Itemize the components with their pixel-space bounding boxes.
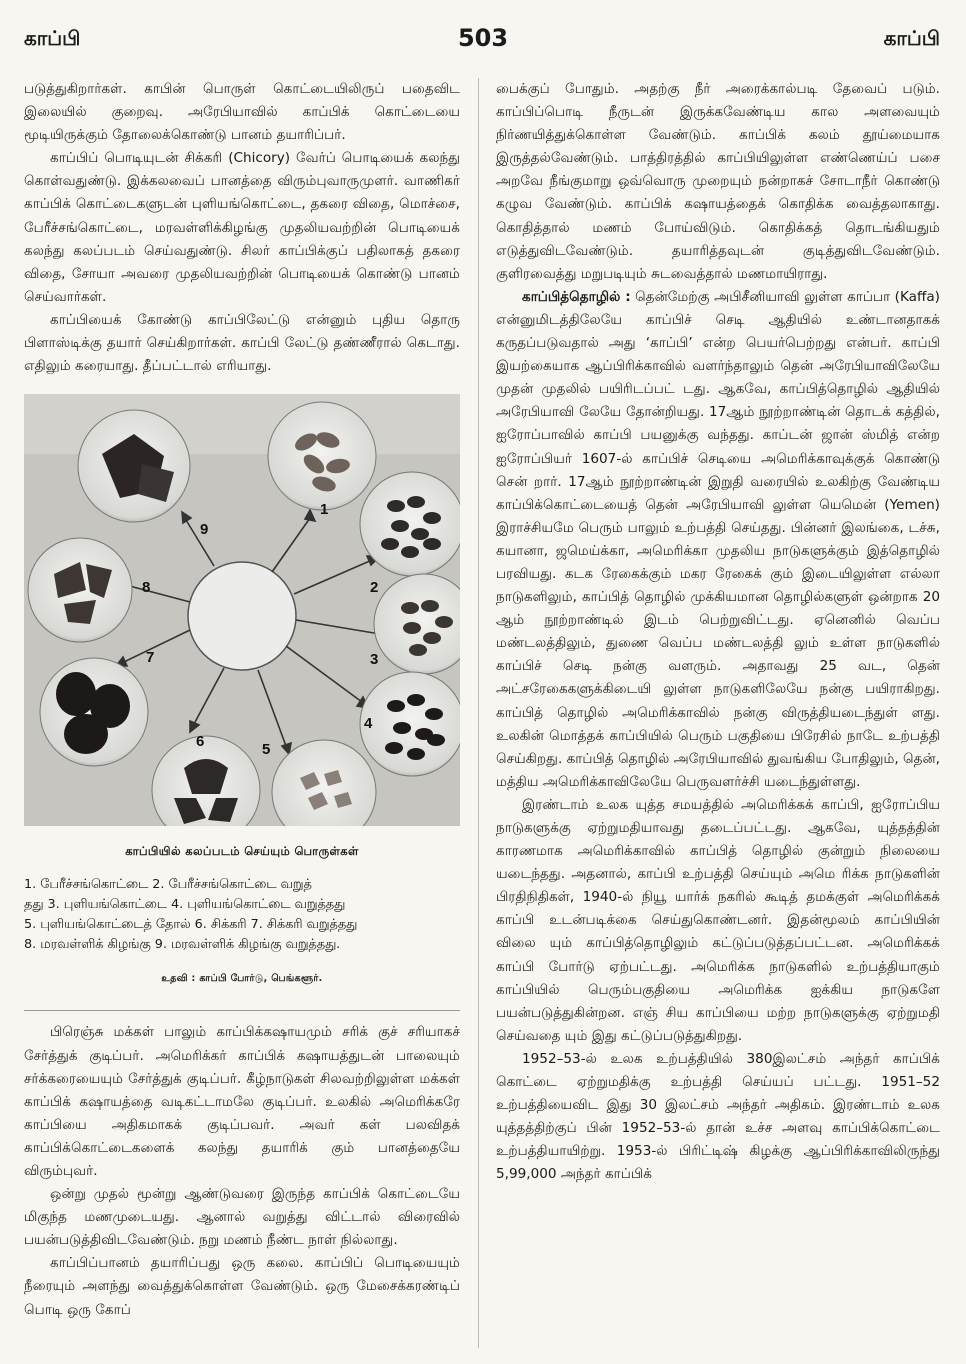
legend-line: 8. மரவள்ளிக் கிழங்கு 9. மரவள்ளிக் கிழங்கு வறுத்தது. [24,937,341,953]
paragraph [496,286,940,794]
paragraph: காப்பியைக் கோண்டு காப்பிலேட்டு என்னும் புதிய தொரு பிளாஸ்டிக்கு தயார் செய்கிறார்கள். காப்பி லேட்டு தண்ணீரால் கெடாது. எதிலும் கரையாது. தீப்பட்டால் எரியாது. [24,311,460,375]
paragraph: பிரெஞ்சு மக்கள் பாலும் காப்பிக்கஷாயமும் சரிக் குச் சரியாகச் சேர்த்துக் குடிப்பர். அமெரிக்கர் காப்பிக் கஷாயத்துடன் பாலையும் சர்க்கரையையும் சேர்த்துக் குடிப்பர். கீழ்நாடுகள் சிலவற்றிலுள்ள மக்கள் காப்பிக் கஷாயத்தை வடிகட்டாமலே குடிப்பர். உலகில் அமெரிக்கரே காப்பியை அதிகமாகக் குடிப்பவர். அவர் கள் பலவிதக் காப்பிக்கொட்டைகளைக் கலந்து தயாரிக் கும் பானத்தையே விரும்புவர். [24,1024,460,1179]
fig-number-9: 9 [200,521,209,539]
fig-number-4: 4 [364,715,373,733]
left-column [24,78,460,1322]
paragraph: காப்பிப்பானம் தயாரிப்பது ஒரு கலை. காப்பிப் பொடியையும் நீரையும் அளந்து வைத்துக்கொள்ள வேண்டும். ஒரு மேசைக்கரண்டிப் பொடி ஒரு கோப் [24,1255,460,1318]
paragraph: படுத்துகிறார்கள். காபின் பொருள் கொட்டையிலிருப் பதைவிட இலையில் குறைவு. அரேபியாவில் காப்பிக் கொட்டையை மூடியிருக்கும் தோலைக்கொண்டு பானம் தயாரிப்பர். [24,81,460,144]
fig-number-2: 2 [370,579,379,597]
figure-caption: காப்பியில் கலப்படம் செய்யும் பொருள்கள் [125,844,359,859]
paragraph: பைக்குப் போதும். அதற்கு நீர் அரைக்கால்படி தேவைப் படும். காப்பிப்பொடி நீருடன் இருக்கவேண்டிய கால அளவையும் நிர்ணயித்துக்கொள்ள வேண்டும். காப்பிக் கலம் தூய்மையாக இருத்தல்வேண்டும். பாத்திரத்தில் காப்பியிலுள்ள எண்ணெய்ப் பசை அறவே நீங்குமாறு ஒவ்வொரு முறையும் நன்றாகச் சோடாநீர் கொண்டு கழுவ வேண்டும். காப்பிக் கஷாயத்தைக் கொதிக்க வைத்தலாகாது. கொதித்தால் மணம் போய்விடும். கொதிக்கத் தொடங்கியதும் எடுத்துவிடவேண்டும். தயாரித்தவுடன் குடித்துவிடவேண்டும். குளிரவைத்து மறுபடியும் சுடவைத்தால் மணமாயிராது. [496,81,940,282]
paragraph: காப்பிப் பொடியுடன் சிக்கரி (Chicory) வேர்ப் பொடியைக் கலந்து கொள்வதுண்டு. இக்கலவைப் பானத்தை விரும்புவாருமுளர். வாணிகர் காப்பிக் கொட்டைகளுடன் புளியங்கொட்டை, தகரை விதை, மொச்சை, பேரீச்சங்கொட்டை, மரவள்ளிக்கிழங்கு முதலியவற்றின் பொடியைக் கலந்து கலப்படம் செய்வதுண்டு. சிலர் காப்பிக்குப் பதிலாகத் தகரை விதை, சோயா அவரை முதலியவற்றின் பொடியைக் கொண்டு பானம் செய்வார்கள். [24,150,460,305]
fig-number-7: 7 [146,649,155,667]
running-head-right: காப்பி [883,26,940,50]
running-head-left: காப்பி [24,26,81,50]
section-rule [24,1010,460,1011]
adulterants-photo [24,394,460,826]
section-lead: காப்பித்தொழில் : [522,288,631,305]
legend-line: 1. பேரீச்சங்கொட்டை 2. பேரீச்சங்கொட்டை வறுத் [24,877,312,893]
fig-number-1: 1 [320,501,329,519]
paragraph: 1952–53-ல் உலக உற்பத்தியில் 380இலட்சம் அந்தர் காப்பிக் கொட்டை ஏற்றுமதிக்கு உற்பத்தி செய்யப் பட்டது. 1951–52 உற்பத்தியைவிட இது 30 இலட்சம் அந்தர் அதிகம். இரண்டாம் உலக யுத்தத்திற்குப் பின் 1952–53-ல் தான் உச்ச அளவு காப்பிக்கொட்டை உற்பத்தியாயிற்று. 1953-ல் பிரிட்டிஷ் கிழக்கு ஆப்பிரிக்காவிலிருந்து 5,99,000 அந்தர் காப்பிக் [496,1050,940,1183]
paragraph: இரண்டாம் உலக யுத்த சமயத்தில் அமெரிக்கக் காப்பி, ஐரோப்பிய நாடுகளுக்கு ஏற்றுமதியாவது தடைப்பட்டது. ஆகவே, யுத்தத்தின் காரணமாக அமெரிக்காவில் காப்பித் தொழில் குன்றும் நிலையை யடைந்தது. அதனால், காப்பி உற்பத்தி செய்யும் அமெ ரிக்க நாடுகளின் பிரதிநிதிகள், 1940-ல் நியூ யார்க் நகரில் கூடித் தமக்குள் அமெரிக்கக் காப்பி உடன்படிக்கை செய்துகொண்டனர். இதன்மூலம் காப்பியின் விலை யும் காப்பித்தொழிலும் கட்டுப்படுத்தப்பட்டன. அமெரிக்கக் காப்பி போர்டு ஏற்பட்டது. அமெரிக்க நாடுகளில் உற்பத்தியாகும் காப்பியில் பெரும்பகுதியை அமெரிக்க ஐக்கிய நாடுகளே பயன்படுத்துகின்றன. எஞ் சிய காப்பியை மற்ற நாடுகளுக்கு ஏற்றுமதி செய்வதை யும் இது கட்டுப்படுத்துகிறது. [496,796,940,1044]
paragraph-text: தென்மேற்கு அபிசீனியாவி லுள்ள காப்பா (Kaffa) என்னுமிடத்திலேயே காப்பிச் செடி ஆதியில் உண்டானதாகக் கருதப்படுவதால் அது ‘காப்பி’ என்ற பெயர்பெற்றது என்பர். காப்பி இயற்கையாக ஆப்பிரிக்காவில் வளர்ந்தாலும் தென் அரேபியாவிலேயே முதன் முதலில் பயிரிடப்பட் டது. ஆகவே, காப்பித்தொழில் ஆதியில் அரேபியாவி லேயே தோன்றியது. 17ஆம் நூற்றாண்டின் தொடக் கத்தில், ஐரோப்பாவில் காப்பி பயனுக்கு வந்தது. காப்டன் ஜான் ஸ்மித் என்ற ஐரோப்பியர் 1607-ல் காப்பிச் செடியை அமெரிக்காவுக்குக் கொண்டு சென் றார். 17ஆம் நூற்றாண்டின் இறுதி வரையில் உலகிற்கு வேண்டிய காப்பிக்கொட்டையைத் தென் அரேபியாவி லுள்ள யெமென் (Yemen) இராச்சியமே பெரும் பாலும் உற்பத்தி செய்தது. பின்னர் இலங்கை, டச்சு, கயானா, ஜமெய்க்கா, அமெரிக்கா முதலிய நாடுகளுக்கும் இத்தொழில் பரவியது. கடக ரேகைக்கும் மகர ரேகைக் கும் இடையிலுள்ள எல்லா நாடுகளிலும், காப்பித் தொழில் முக்கியமான தொழில்களுள் ஒன்றாக 20 ஆம் நூற்றாண்டில் இடம் பெற்றுவிட்டது. ஏனெனில் வெப்ப மண்டலத்திலும், துணை வெப்ப மண்டலத்தி லும் உள்ள நாடுகளில் காப்பிச் செடி நன்கு வளரும். அதாவது 25 வட, தென் அட்சரேகைகளுக்கிடையி லுள்ள நாடுகளிலேயே நன்கு பயிராகிறது. காப்பித் தொழில் அமெரிக்காவில் நன்கு விருத்தியடைந்துள் ளது. உலகின் மொத்தக் காப்பியில் பெரும் பகுதியை பிரேசில் நாடே உற்பத்தி செய்கிறது. காப்பித் தொழில் அரேபியாவில் துவங்கிய போதிலும், தென், மத்திய அமெரிக்காவிலேயே பெருவளர்ச்சி யடைந்துள்ளது. [496,288,940,790]
page-number: 503 [457,24,509,52]
legend-line: 5. புளியங்கொட்டைத் தோல் 6. சிக்கரி 7. சிக்கரி வறுத்தது [24,917,358,933]
fig-number-3: 3 [370,651,379,669]
fig-number-6: 6 [196,733,205,751]
column-divider [478,78,479,1348]
photo-credit: உதவி : காப்பி போர்டு, பெங்களூர். [161,973,323,985]
fig-number-8: 8 [142,579,151,597]
fig-number-5: 5 [262,741,271,759]
figure-legend [24,875,454,955]
legend-line: தது 3. புளியங்கொட்டை 4. புளியங்கொட்டை வறுத்தது [24,897,346,913]
photo-illustration [24,394,460,826]
right-column [496,78,940,1187]
paragraph: ஒன்று முதல் மூன்று ஆண்டுவரை இருந்த காப்பிக் கொட்டையே மிகுந்த மணமுடையது. ஆனால் வறுத்து விட்டால் விரைவில் பயன்படுத்திவிடவேண்டும். நறு மணம் நீண்ட நாள் நில்லாது. [24,1186,460,1249]
